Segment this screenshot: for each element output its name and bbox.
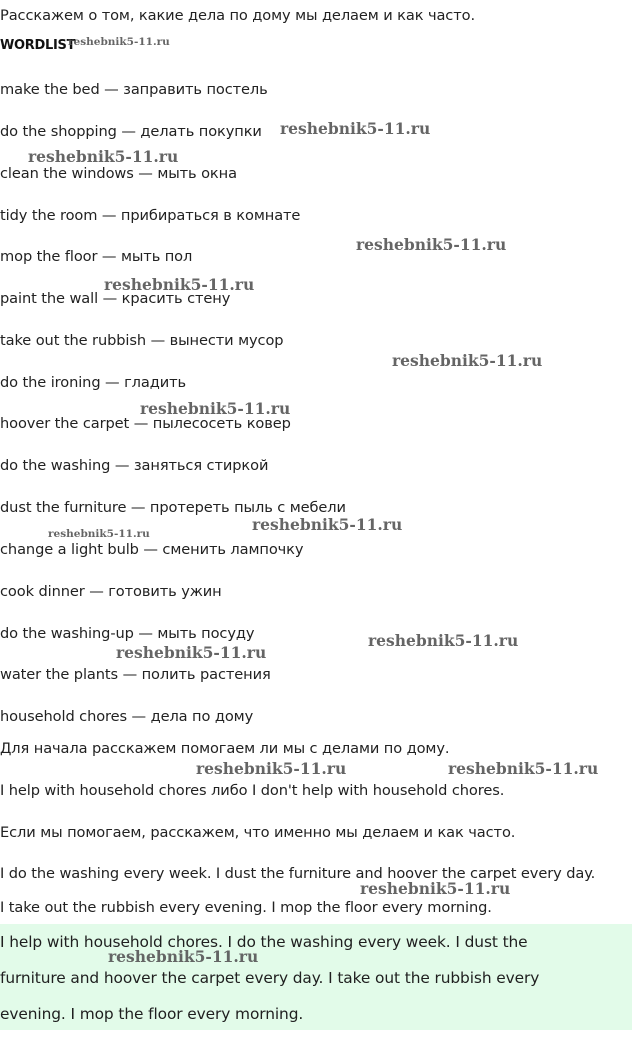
wordlist-item: make the bed — заправить постель	[0, 81, 268, 98]
instruction-line: I do the washing every week. I dust the furniture and hoover the carpet every day.	[0, 865, 596, 882]
instruction-line: Для начала расскажем помогаем ли мы с делами по дому.	[0, 740, 450, 757]
watermark: reshebnik5-11.ru	[108, 947, 259, 966]
wordlist-item: do the washing-up — мыть посуду	[0, 625, 255, 642]
watermark: reshebnik5-11.ru	[280, 119, 431, 138]
wordlist-item: household chores — дела по дому	[0, 708, 254, 725]
instruction-line: I take out the rubbish every evening. I mop the floor every morning.	[0, 899, 492, 916]
watermark: reshebnik5-11.ru	[140, 399, 291, 418]
watermark: reshebnik5-11.ru	[116, 643, 267, 662]
watermark: reshebnik5-11.ru	[196, 759, 347, 778]
instruction-line: Если мы помогаем, расскажем, что именно мы делаем и как часто.	[0, 824, 516, 841]
wordlist-item: dust the furniture — протереть пыль с мебели	[0, 499, 346, 516]
intro-text: Расскажем о том, какие дела по дому мы делаем и как часто.	[0, 7, 476, 24]
wordlist-item: paint the wall — красить стену	[0, 290, 231, 307]
answer-line: I help with household chores. I do the washing every week. I dust the	[0, 933, 528, 951]
wordlist-item: take out the rubbish — вынести мусор	[0, 332, 284, 349]
watermark: reshebnik5-11.ru	[392, 351, 543, 370]
wordlist-item: tidy the room — прибираться в комнате	[0, 207, 301, 224]
wordlist-item: do the shopping — делать покупки	[0, 123, 262, 140]
wordlist-item: change a light bulb — сменить лампочку	[0, 541, 304, 558]
watermark: reshebnik5-11.ru	[368, 631, 519, 650]
wordlist-item: do the washing — заняться стиркой	[0, 457, 269, 474]
answer-line: furniture and hoover the carpet every day. I take out the rubbish every	[0, 969, 540, 987]
wordlist-item: hoover the carpet — пылесосеть ковер	[0, 415, 291, 432]
wordlist-item: do the ironing — гладить	[0, 374, 186, 391]
watermark: reshebnik5-11.ru	[104, 275, 255, 294]
answer-block	[0, 924, 632, 1030]
watermark: reshebnik5-11.ru	[356, 235, 507, 254]
instruction-line: I help with household chores либо I don't help with household chores.	[0, 782, 505, 799]
wordlist-item: water the plants — полить растения	[0, 666, 271, 683]
watermark: reshebnik5-11.ru	[360, 879, 511, 898]
wordlist-heading: WORDLIST	[0, 38, 76, 53]
watermark: reshebnik5-11.ru	[68, 36, 170, 48]
answer-line: evening. I mop the floor every morning.	[0, 1005, 304, 1023]
watermark: reshebnik5-11.ru	[448, 759, 599, 778]
wordlist-item: clean the windows — мыть окна	[0, 165, 237, 182]
watermark: reshebnik5-11.ru	[252, 515, 403, 534]
watermark: reshebnik5-11.ru	[28, 147, 179, 166]
wordlist-item: mop the floor — мыть пол	[0, 248, 193, 265]
wordlist-item: cook dinner — готовить ужин	[0, 583, 222, 600]
watermark: reshebnik5-11.ru	[48, 528, 150, 540]
